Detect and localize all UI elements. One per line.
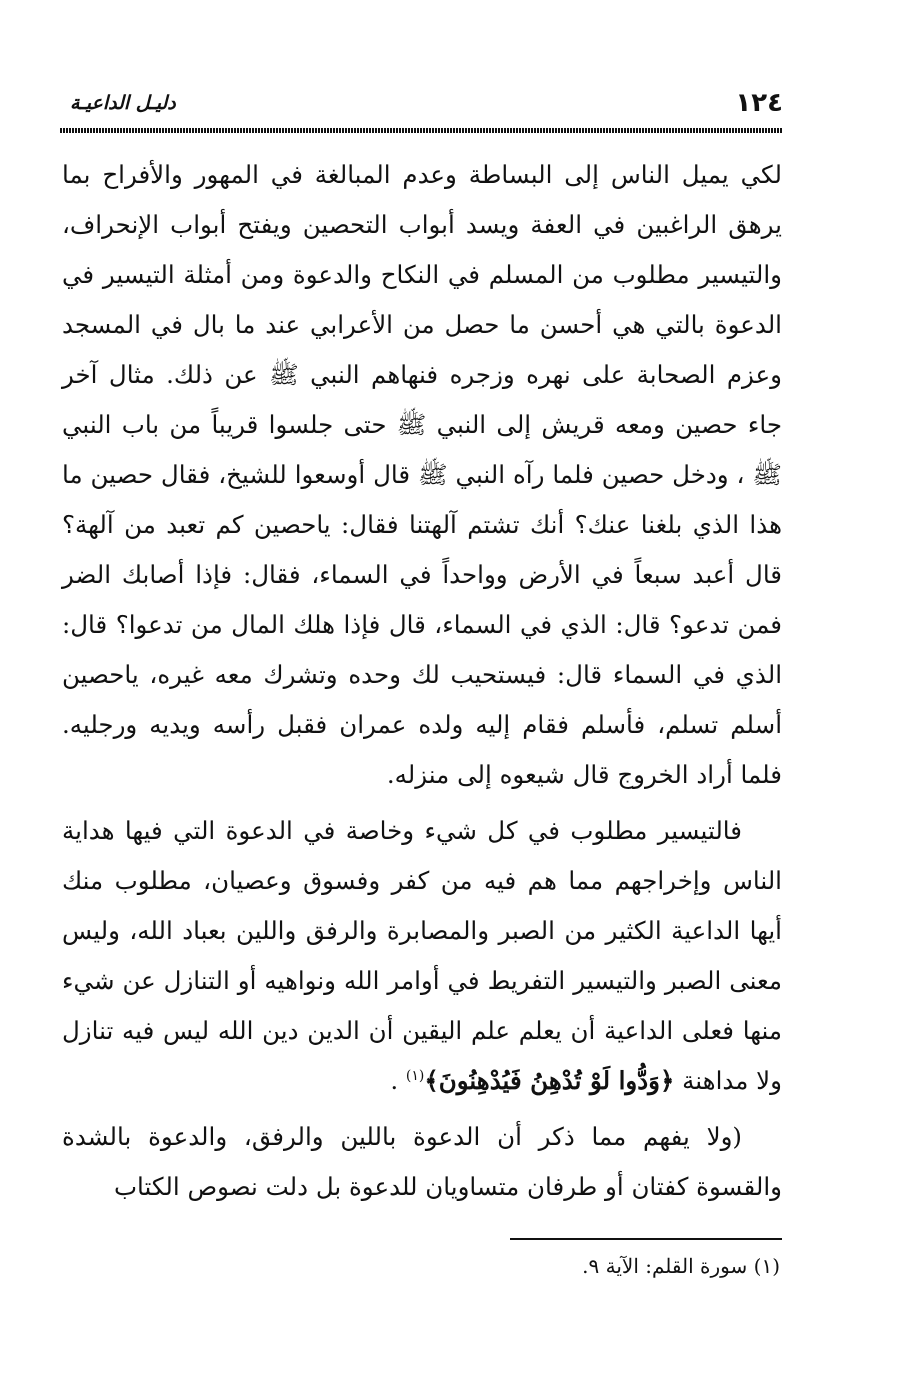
running-title: دليـل الداعيـة: [70, 92, 176, 114]
paragraph-2: [62, 806, 782, 1106]
paragraph-3-text: (ولا يفهم مما ذكر أن الدعوة باللين والرفق، والدعوة بالشدة والقسوة كفتان أو طرفان متساويان للدعوة بل دلت نصوص الكتاب: [62, 1122, 782, 1201]
paragraph-2-text: فالتيسير مطلوب في كل شيء وخاصة في الدعوة التي فيها هداية الناس وإخراجهم مما هم فيه من كفر وفسوق وعصيان، مطلوب منك أيها الداعية الكثير من الصبر والمصابرة والرفق واللين بعباد الله، وليس معنى الصبر والتيسير التفريط في أوامر الله ونواهيه أو التنازل عن شيء منها فعلى الداعية أن يعلم علم اليقين أن الدين دين الله ليس فيه تنازل ولا مداهنة: [62, 816, 782, 1095]
paragraph-3: [62, 1112, 782, 1212]
paragraph-2-end: .: [390, 1066, 406, 1095]
paragraph-1-text: لكي يميل الناس إلى البساطة وعدم المبالغة في المهور والأفراح بما يرهق الراغبين في العفة ويسد أبواب التحصين ويفتح أبواب الإنحراف، والتيسير مطلوب من المسلم في النكاح والدعوة ومن أمثلة التيسير في الدعوة بالتي هي أحسن ما حصل من الأعرابي عند ما بال في المسجد وعزم الصحابة على نهره وزجره فنهاهم النبي ﷺ عن ذلك. مثال آخر جاء حصين ومعه قريش إلى النبي ﷺ حتى جلسوا قريباً من باب النبي ﷺ ، ودخل حصين فلما رآه النبي ﷺ قال أوسعوا للشيخ، فقال حصين ما هذا الذي بلغنا عنك؟ أنك تشتم آلهتنا فقال: ياحصين كم تعبد من آلهة؟ قال أعبد سبعاً في الأرض وواحداً في السماء، فقال: فإذا أصابك الضر فمن تدعو؟ قال: الذي في السماء، قال فإذا هلك المال من تدعوا؟ قال: الذي في السماء قال: فيستحيب لك وحده وتشرك معه غيره، ياحصين أسلم تسلم، فأسلم فقام إليه ولده عمران فقبل رأسه ويديه ورجليه. فلما أراد الخروج قال شيعوه إلى منزله.: [62, 160, 782, 789]
body-text: [62, 150, 782, 1218]
footnote: (١) سورة القلم: الآية ٩.: [582, 1254, 780, 1278]
quran-verse: ﴿وَدُّوا لَوْ تُدْهِنُ فَيُدْهِنُونَ﴾: [424, 1066, 675, 1095]
footnote-reference: (١): [405, 1067, 425, 1084]
paragraph-1: [62, 150, 782, 800]
footnote-rule: [510, 1238, 782, 1240]
page-number: ١٢٤: [735, 88, 783, 118]
page-header: [60, 86, 785, 126]
header-rule: [60, 128, 782, 133]
